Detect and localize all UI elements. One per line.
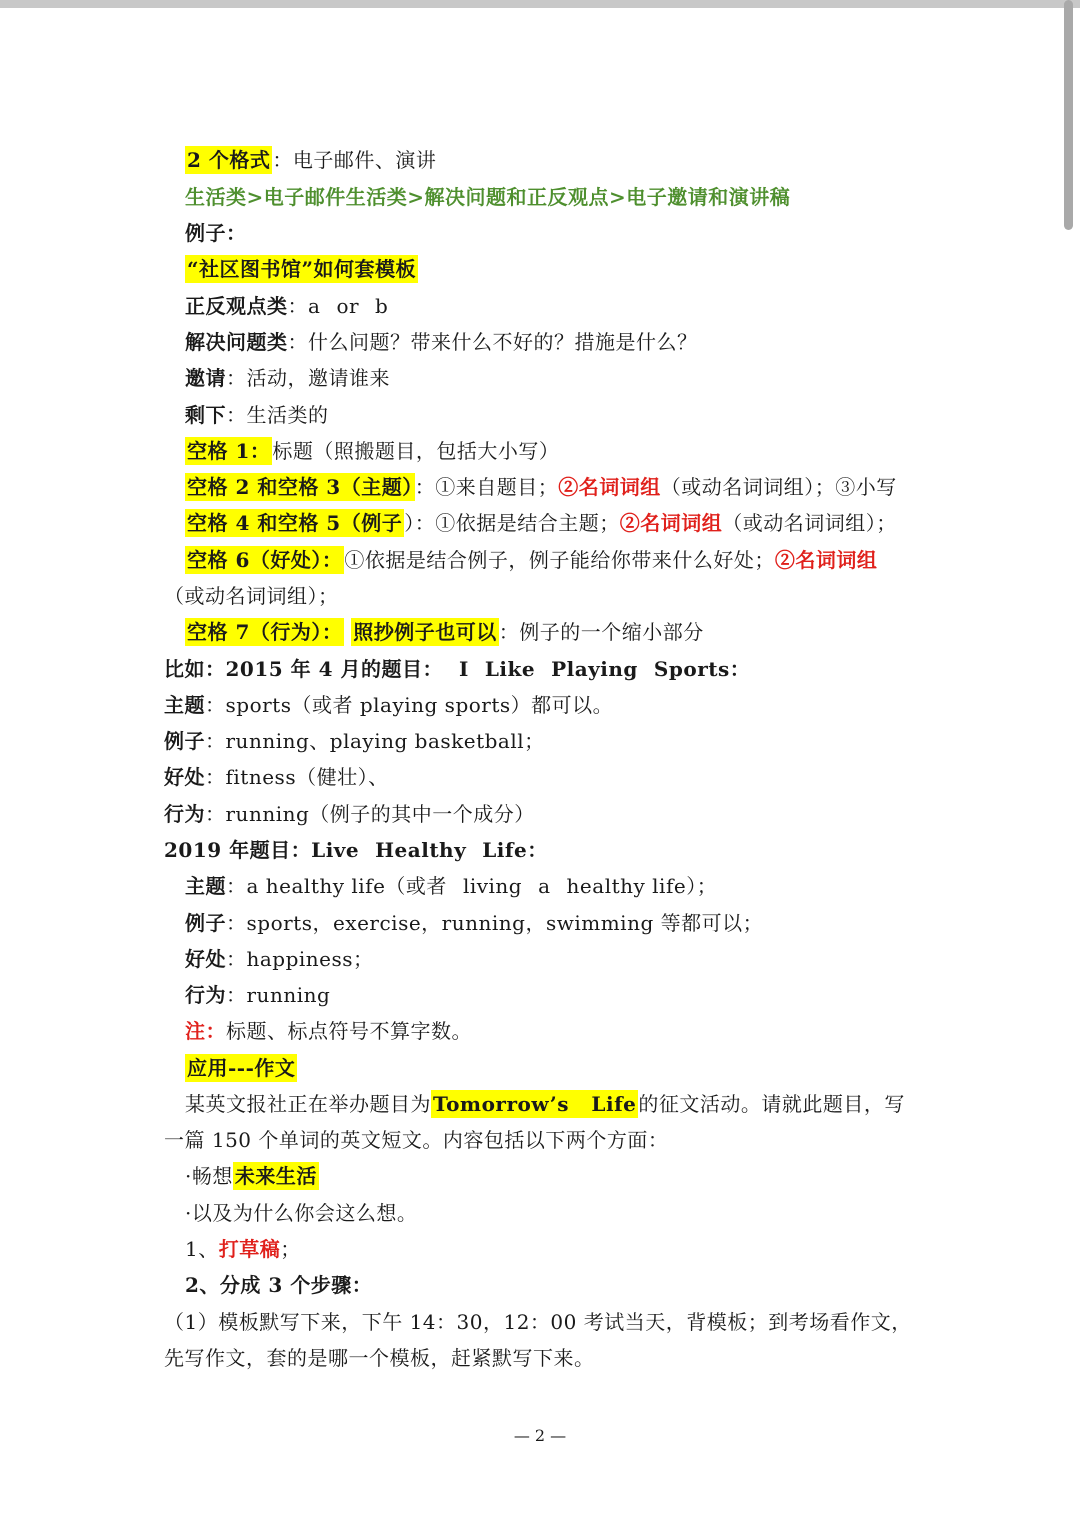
line-step-1-cont: 先写作文，套的是哪一个模板，赶紧默写下来。 [164,1346,595,1370]
line-blank-6-cont: （或动名词词组）； [164,584,339,608]
highlight-label: 空格 4 和空格 5（例子 [187,511,403,535]
text: a [538,874,551,898]
note-label: 注： [185,1019,226,1043]
label: 剩下 [185,403,226,427]
red-text: 打草稿 [218,1237,281,1261]
label: 主题 [185,874,226,898]
line-2019-behavior [185,980,330,1010]
label: 例子 [164,729,205,753]
line-blank-6 [185,545,877,575]
line-blank-1 [185,436,559,466]
highlight-label: 应用---作文 [187,1056,296,1080]
line-bullet-future [185,1161,319,1191]
text: 某英文报社正在举办题目为 [185,1092,431,1116]
highlight-label: 空格 2 和空格 3（主题） [187,475,413,499]
text: Sports： [653,657,751,681]
line-2019-benefit [185,944,374,974]
text: 标题（照搬题目，包括大小写） [272,439,560,463]
line-example-heading: 例子： [185,221,247,245]
red-text: ②名词词组 [619,511,723,535]
text: ：running（例子的其中一个成分） [205,802,535,826]
text: ：什么问题？带来什么不好的？措施是什么？ [287,330,698,354]
line-problem-solving [185,327,698,357]
line-2015-topic [164,654,750,684]
label: 邀请 [185,366,226,390]
text: ）：①依据是结合主题； [404,511,620,535]
text: ：fitness（健壮）、 [205,765,389,789]
text: ：sports，exercise，running，swimming 等都可以； [226,911,764,935]
text: Like [484,657,536,681]
line-remaining [185,400,329,430]
text: ：电子邮件、演讲 [272,148,437,172]
line-2019-example [185,908,763,938]
highlight-label: 空格 1： [187,439,271,463]
text: I [458,657,469,681]
red-text: ②名词词组 [774,548,878,572]
page-number: — 2 — [513,1426,567,1445]
line-essay-prompt-cont: 一篇 150 个单词的英文短文。内容包括以下两个方面： [164,1128,669,1152]
line-2019-topic [164,835,548,865]
line-step-draft [185,1234,301,1264]
red-text: ②名词词组 [558,475,661,499]
text: ：a [287,294,321,318]
label: 好处 [164,765,205,789]
highlight-label: 空格 6（好处）： [187,548,343,572]
text: living [462,874,523,898]
essay-title: Tomorrow’s Life [433,1092,637,1116]
line-2015-theme [164,690,613,720]
text: （或动名词词组）； [722,511,897,535]
text: or [336,294,360,318]
text: ：happiness； [226,947,374,971]
highlight-label: 2 个格式 [187,148,271,172]
label: 行为 [185,983,226,1007]
text: ：running [226,983,331,1007]
line-blank-7 [185,617,704,647]
label: 行为 [164,802,205,826]
text: Playing [551,657,638,681]
highlight-label: “社区图书馆”如何套模板 [187,257,417,281]
line-pro-con [185,291,388,321]
text: 2019 年题目：Live [164,838,360,862]
text: ：①来自题目； [414,475,559,499]
text: ：sports（或者 playing sports）都可以。 [205,693,614,717]
line-three-steps: 2、分成 3 个步骤： [185,1273,373,1297]
line-formats [185,145,436,175]
text: ：活动，邀请谁来 [226,366,390,390]
label: 正反观点类 [185,294,288,318]
line-blank-2-3 [185,472,897,502]
line-library-template [185,254,418,284]
text: （或动名词词组）；③小写 [660,475,897,499]
line-note [185,1016,472,1046]
text: 标题、标点符号不算字数。 [226,1019,472,1043]
text: ①依据是结合例子，例子能给你带来什么好处； [344,548,775,572]
text: 的征文活动。请就此题目，写 [638,1092,905,1116]
text: 1、 [185,1237,219,1261]
line-2015-benefit [164,762,389,792]
line-step-1: （1）模板默写下来，下午 14：30，12：00 考试当天，背模板；到考场看作文， [164,1310,912,1334]
line-essay-prompt [185,1089,905,1119]
label: 好处 [185,947,226,971]
text: Life： [482,838,548,862]
highlight-label: 未来生活 [234,1164,317,1188]
text: ：例子的一个缩小部分 [498,620,704,644]
line-invitation [185,363,390,393]
line-2015-example [164,726,545,756]
text: ·畅想 [185,1164,233,1188]
text: ：running、playing basketball； [205,729,545,753]
line-blank-4-5 [185,508,897,538]
line-bullet-why: ·以及为什么你会这么想。 [185,1201,418,1225]
label: 例子 [185,911,226,935]
text: ：a healthy life（或者 [226,874,447,898]
text: healthy life）； [566,874,718,898]
text: ：生活类的 [226,403,329,427]
line-application-heading [185,1053,297,1083]
text: ； [280,1237,301,1261]
line-2015-behavior [164,799,535,829]
highlight-label: 照抄例子也可以 [353,620,497,644]
text: b [375,294,389,318]
label: 解决问题类 [185,330,288,354]
text: 比如：2015 年 4 月的题目： [164,657,443,681]
line-2019-theme [185,871,717,901]
line-category-order: 生活类>电子邮件生活类>解决问题和正反观点>电子邀请和演讲稿 [185,185,791,209]
label: 主题 [164,693,205,717]
highlight-label: 空格 7（行为）： [187,620,343,644]
text: Healthy [375,838,467,862]
